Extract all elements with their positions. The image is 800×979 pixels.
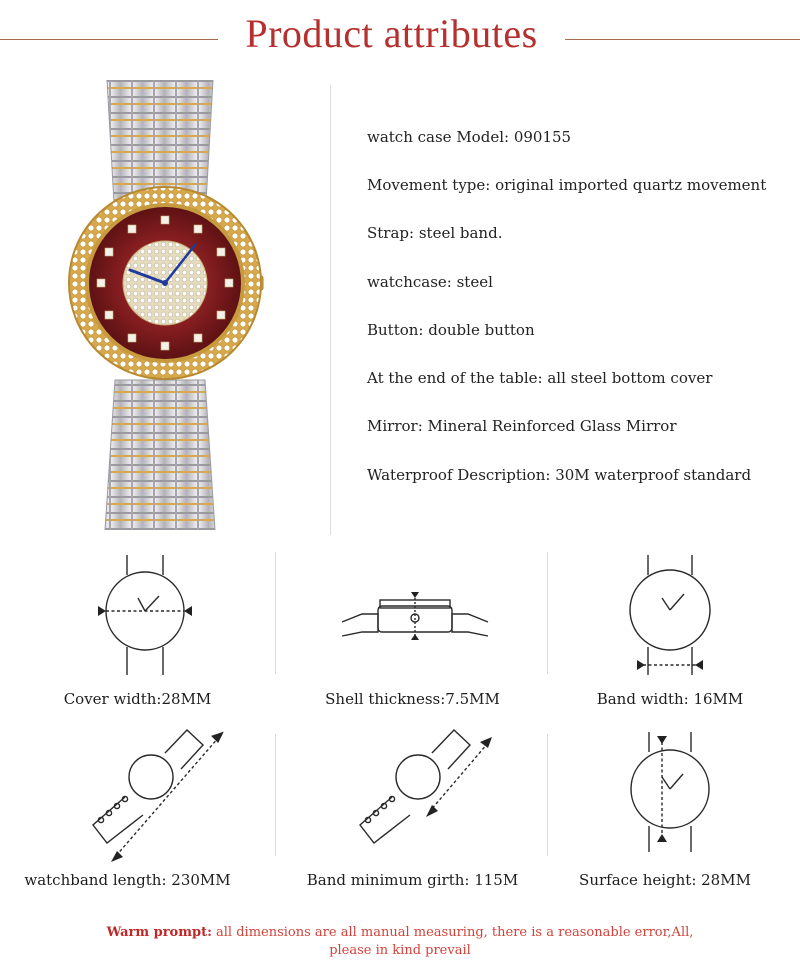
surface-height-label: Surface height: 28MM: [579, 871, 751, 889]
band-girth-icon: [350, 725, 500, 865]
attr-watchcase: watchcase: steel: [367, 273, 493, 291]
band-girth-label: Band minimum girth: 115M: [306, 871, 519, 889]
band-width-icon: [615, 550, 725, 680]
page-title: Product attributes: [245, 11, 538, 56]
shell-thickness-icon: [340, 592, 490, 642]
attr-mirror: Mirror: Mineral Reinforced Glass Mirror: [367, 417, 677, 435]
band-width-label: Band width: 16MM: [596, 690, 744, 708]
grid-divider-2b: [547, 734, 548, 856]
warm-prompt: [100, 924, 700, 960]
attr-waterproof: Waterproof Description: 30M waterproof standard: [367, 466, 752, 484]
warm-prompt-text: all dimensions are all manual measuring, there is a reasonable error,All, please in kind prevail: [211, 925, 694, 958]
header-rule-right: [565, 39, 800, 40]
cover-width-label: Cover width:28MM: [63, 690, 212, 708]
shell-thickness-label: Shell thickness:7.5MM: [325, 690, 500, 708]
attr-movement: Movement type: original imported quartz movement: [367, 176, 767, 194]
header-rule-left: [0, 39, 218, 40]
attr-bottom-cover: At the end of the table: all steel bottom cover: [367, 369, 713, 387]
attr-button: Button: double button: [367, 321, 535, 339]
watchband-length-label: watchband length: 230MM: [24, 871, 231, 889]
grid-divider-1b: [275, 734, 276, 856]
surface-height-icon: [615, 730, 725, 855]
grid-divider-1a: [275, 552, 276, 674]
top-divider: [330, 85, 331, 535]
watchband-length-icon: [85, 725, 235, 865]
cover-width-icon: [90, 550, 200, 685]
watch-product-photo: [55, 80, 275, 530]
page-header: [0, 0, 800, 80]
grid-divider-2a: [547, 552, 548, 674]
warm-prompt-label: Warm prompt:: [106, 925, 212, 940]
attr-case-model: watch case Model: 090155: [367, 128, 572, 146]
attr-strap: Strap: steel band.: [367, 224, 503, 242]
